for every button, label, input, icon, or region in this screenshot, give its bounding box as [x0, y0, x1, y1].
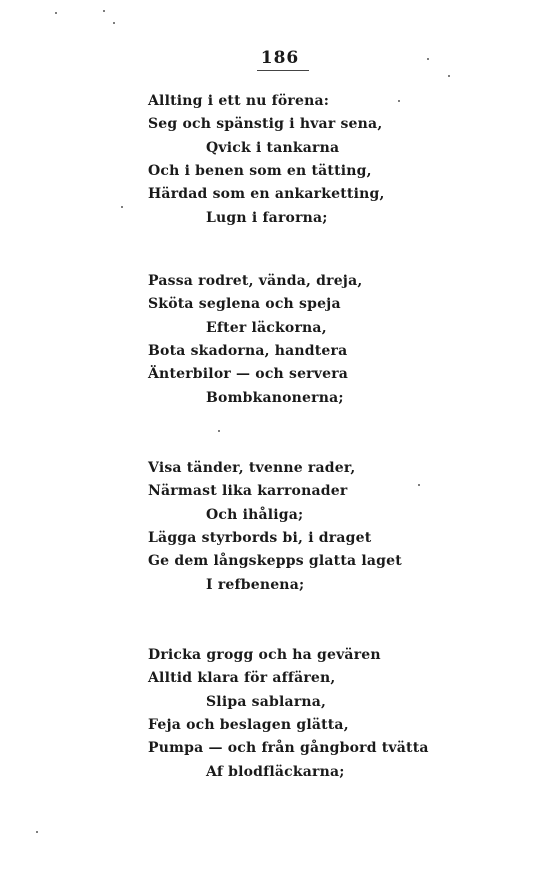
poem-line: Ge dem långskepps glatta laget — [148, 553, 402, 570]
poem-line: Visa tänder, tvenne rader, — [148, 460, 356, 476]
poem-line: Änterbilor — och servera — [148, 366, 349, 383]
scan-speck — [121, 206, 123, 208]
poem-line: Seg och spänstig i hvar sena, — [148, 116, 383, 133]
page-number: 186 — [260, 48, 300, 68]
scan-speck — [103, 10, 105, 12]
poem-line: Pumpa — och från gångbord tvätta — [148, 740, 429, 757]
poem-line: Allting i ett nu förena: — [148, 93, 330, 109]
poem-line: Bombkanonerna; — [206, 389, 344, 406]
poem-line: Och ihåliga; — [206, 506, 304, 523]
scan-speck — [427, 58, 429, 60]
scan-speck — [113, 22, 115, 24]
poem-line: Dricka grogg och ha gevären — [148, 647, 381, 663]
poem-line: Bota skadorna, handtera — [148, 342, 348, 359]
scan-speck — [398, 100, 400, 102]
poem-line: Lägga styrbords bi, i draget — [148, 529, 372, 546]
poem-line: Passa rodret, vända, dreja, — [148, 273, 363, 289]
scan-speck — [55, 12, 57, 14]
poem-line: Lugn i farorna; — [206, 209, 328, 226]
scan-speck — [218, 430, 220, 432]
poem-line: Alltid klara för affären, — [148, 670, 336, 687]
poem-line: Qvick i tankarna — [206, 139, 340, 156]
scan-speck — [36, 831, 38, 833]
poem-line: Och i benen som en tätting, — [148, 162, 372, 179]
poem-line: Närmast lika karronader — [148, 483, 348, 500]
scan-speck — [448, 75, 450, 77]
poem-line: I refbenena; — [206, 576, 305, 593]
poem-line: Efter läckorna, — [206, 319, 327, 336]
scan-speck — [418, 484, 420, 486]
poem-line: Slipa sablarna, — [206, 693, 327, 710]
poem-line: Sköta seglena och speja — [148, 296, 341, 313]
page-number-rule — [257, 70, 309, 71]
poem-line: Härdad som en ankarketting, — [148, 186, 385, 203]
poem-line: Af blodfläckarna; — [206, 763, 345, 780]
poem-line: Feja och beslagen glätta, — [148, 716, 349, 733]
